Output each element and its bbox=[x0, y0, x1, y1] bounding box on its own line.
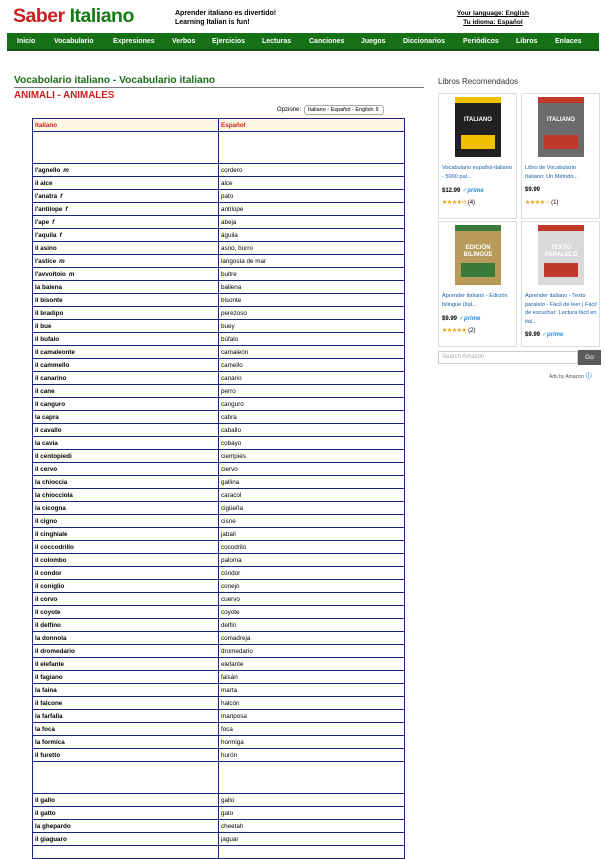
table-row bbox=[33, 476, 405, 489]
review-count: (4) bbox=[467, 200, 476, 206]
italian-cell bbox=[33, 294, 219, 307]
italian-cell bbox=[33, 807, 219, 820]
spacer-cell bbox=[33, 132, 219, 164]
italian-word: la chiocciola bbox=[35, 491, 73, 499]
spanish-cell: canario bbox=[219, 372, 405, 385]
italian-word: il alce bbox=[35, 179, 53, 187]
table-row bbox=[33, 216, 405, 229]
prime-badge: ✓prime bbox=[462, 188, 484, 194]
site-header bbox=[0, 0, 605, 33]
spanish-cell: jabalí bbox=[219, 528, 405, 541]
gender-marker: m bbox=[68, 270, 75, 278]
table-row bbox=[33, 346, 405, 359]
italian-cell bbox=[33, 794, 219, 807]
table-row bbox=[33, 541, 405, 554]
table-row bbox=[33, 502, 405, 515]
table-row bbox=[33, 580, 405, 593]
italian-cell bbox=[33, 658, 219, 671]
spanish-cell: gallina bbox=[219, 476, 405, 489]
italian-cell bbox=[33, 411, 219, 424]
table-row bbox=[33, 424, 405, 437]
italian-word: la farfalla bbox=[35, 712, 63, 720]
table-row bbox=[33, 645, 405, 658]
table-spacer-row bbox=[33, 132, 405, 164]
italian-cell bbox=[33, 606, 219, 619]
table-body bbox=[33, 132, 405, 859]
table-row bbox=[33, 437, 405, 450]
book-title-link[interactable]: Aprender italiano - Edición bilingüe (Ital... bbox=[442, 293, 508, 308]
table-row bbox=[33, 294, 405, 307]
spanish-cell: dromedario bbox=[219, 645, 405, 658]
star-rating-icon: ★★★★½ bbox=[442, 200, 467, 206]
spanish-cell: ciempiés bbox=[219, 450, 405, 463]
italian-cell bbox=[33, 359, 219, 372]
italian-word: il cervo bbox=[35, 465, 58, 473]
spanish-cell: comadreja bbox=[219, 632, 405, 645]
spanish-cell: coyote bbox=[219, 606, 405, 619]
italian-cell bbox=[33, 820, 219, 833]
italian-cell bbox=[33, 333, 219, 346]
italian-word: il falcone bbox=[35, 699, 63, 707]
spanish-cell: hormiga bbox=[219, 736, 405, 749]
nav-item-diccionarios[interactable]: Diccionarios bbox=[403, 38, 446, 45]
book-rating[interactable] bbox=[442, 199, 475, 206]
italian-cell bbox=[33, 307, 219, 320]
italian-cell bbox=[33, 710, 219, 723]
italian-word: il fagiano bbox=[35, 673, 63, 681]
spanish-cell: cuervo bbox=[219, 593, 405, 606]
italian-cell bbox=[33, 528, 219, 541]
italian-word: l'avvoltoio bbox=[35, 270, 66, 278]
table-row bbox=[33, 554, 405, 567]
nav-item-inicio[interactable]: Inicio bbox=[17, 38, 36, 45]
italian-cell bbox=[33, 671, 219, 684]
spanish-cell: delfín bbox=[219, 619, 405, 632]
italian-word: la cicogna bbox=[35, 504, 66, 512]
italian-word: il cigno bbox=[35, 517, 58, 525]
table-row bbox=[33, 820, 405, 833]
table-row bbox=[33, 593, 405, 606]
italian-word: il gatto bbox=[35, 809, 56, 817]
spanish-cell: mariposa bbox=[219, 710, 405, 723]
spacer-cell bbox=[219, 762, 405, 794]
table-row bbox=[33, 632, 405, 645]
table-row bbox=[33, 833, 405, 846]
italian-word: il bradipo bbox=[35, 309, 64, 317]
star-rating-icon: ★★★★☆ bbox=[525, 200, 550, 206]
italian-word: la donnola bbox=[35, 634, 67, 642]
italian-word: la cavia bbox=[35, 439, 58, 447]
italian-word: il centopiedi bbox=[35, 452, 72, 460]
spacer-cell bbox=[33, 762, 219, 794]
book-rating[interactable] bbox=[525, 199, 558, 206]
gender-marker: f bbox=[60, 192, 63, 200]
italian-cell bbox=[33, 645, 219, 658]
italian-cell bbox=[33, 684, 219, 697]
prime-badge: ✓prime bbox=[542, 332, 564, 338]
spanish-cell: caracol bbox=[219, 489, 405, 502]
spanish-cell: gallo bbox=[219, 794, 405, 807]
italian-word: il coccodrillo bbox=[35, 543, 74, 551]
book-cover-image[interactable] bbox=[455, 97, 501, 157]
table-row bbox=[33, 203, 405, 216]
empty-cell bbox=[219, 846, 405, 859]
spanish-cell: alce bbox=[219, 177, 405, 190]
italian-word: il canarino bbox=[35, 374, 67, 382]
nav-item-canciones[interactable]: Canciones bbox=[309, 38, 345, 45]
spanish-cell: perezoso bbox=[219, 307, 405, 320]
spanish-cell: gato bbox=[219, 807, 405, 820]
italian-cell bbox=[33, 723, 219, 736]
book-title-link[interactable]: Vocabulario español-italiano - 5000 pal... bbox=[442, 165, 512, 180]
table-row bbox=[33, 372, 405, 385]
italian-cell bbox=[33, 749, 219, 762]
italian-cell bbox=[33, 580, 219, 593]
table-row bbox=[33, 684, 405, 697]
column-header-italian: Italiano bbox=[33, 119, 219, 132]
italian-cell bbox=[33, 736, 219, 749]
book-card[interactable] bbox=[521, 93, 600, 219]
book-cover-title: ITALIANO bbox=[547, 117, 575, 123]
table-header-row bbox=[33, 119, 405, 132]
ad-info-icon: ⓘ bbox=[585, 374, 592, 380]
italian-cell bbox=[33, 424, 219, 437]
italian-word: il elefante bbox=[35, 660, 65, 668]
table-row bbox=[33, 489, 405, 502]
language-link-english[interactable]: Your language: English bbox=[456, 10, 529, 17]
italian-cell bbox=[33, 398, 219, 411]
book-cover-image[interactable] bbox=[538, 225, 584, 285]
italian-word: la foca bbox=[35, 725, 55, 733]
review-count: (2) bbox=[468, 328, 476, 334]
table-row bbox=[33, 242, 405, 255]
table-row bbox=[33, 268, 405, 281]
empty-cell bbox=[33, 846, 219, 859]
italian-cell bbox=[33, 164, 219, 177]
table-row bbox=[33, 398, 405, 411]
spanish-cell: faisán bbox=[219, 671, 405, 684]
table-row bbox=[33, 528, 405, 541]
italian-word: il giaguaro bbox=[35, 835, 67, 843]
tagline-en: Learning Italian is fun! bbox=[175, 18, 250, 26]
table-row bbox=[33, 333, 405, 346]
italian-word: il canguro bbox=[35, 400, 66, 408]
italian-word: il coyote bbox=[35, 608, 61, 616]
table-row bbox=[33, 385, 405, 398]
table-row bbox=[33, 320, 405, 333]
spanish-cell: antílope bbox=[219, 203, 405, 216]
italian-word: la ghepardo bbox=[35, 822, 71, 830]
table-row bbox=[33, 190, 405, 203]
table-spacer-row bbox=[33, 762, 405, 794]
italian-word: il coniglio bbox=[35, 582, 65, 590]
table-row bbox=[33, 749, 405, 762]
site-logo[interactable]: Saber Italiano bbox=[13, 5, 134, 27]
book-cover-title: EDICIÓN BILINGÜE bbox=[463, 245, 493, 258]
italian-word: il bue bbox=[35, 322, 52, 330]
vocabulary-table bbox=[32, 118, 405, 859]
italian-word: la faina bbox=[35, 686, 57, 694]
italian-word: il colombo bbox=[35, 556, 67, 564]
italian-cell bbox=[33, 216, 219, 229]
options-row bbox=[277, 105, 384, 115]
book-price: $9.99 ✓prime bbox=[442, 316, 481, 322]
italian-word: il delfino bbox=[35, 621, 61, 629]
italian-word: il corvo bbox=[35, 595, 58, 603]
book-price: $9.99 ✓prime bbox=[525, 332, 564, 338]
table-row bbox=[33, 846, 405, 859]
nav-item-enlaces[interactable]: Enlaces bbox=[555, 38, 582, 45]
italian-cell bbox=[33, 437, 219, 450]
italian-cell bbox=[33, 476, 219, 489]
review-count: (1) bbox=[551, 200, 559, 206]
language-link-espanol[interactable]: Tu idioma: Español bbox=[463, 19, 523, 26]
nav-item-juegos[interactable]: Juegos bbox=[361, 38, 386, 45]
select-arrows-icon: ⇕ bbox=[374, 107, 380, 113]
italian-word: il dromedario bbox=[35, 647, 75, 655]
italian-word: l'astice bbox=[35, 257, 57, 265]
italian-cell bbox=[33, 593, 219, 606]
italian-word: la chioccia bbox=[35, 478, 68, 486]
italian-cell bbox=[33, 619, 219, 632]
spanish-cell: jaguar bbox=[219, 833, 405, 846]
table-row bbox=[33, 359, 405, 372]
table-row bbox=[33, 229, 405, 242]
spanish-cell: caballo bbox=[219, 424, 405, 437]
tagline bbox=[175, 10, 276, 27]
book-card[interactable] bbox=[438, 221, 517, 347]
book-price: $12.99 ✓prime bbox=[442, 188, 484, 194]
table-row bbox=[33, 658, 405, 671]
spanish-cell: cisne bbox=[219, 515, 405, 528]
spacer-cell bbox=[219, 132, 405, 164]
gender-marker: m bbox=[63, 166, 69, 174]
book-cover-title: ITALIANO bbox=[464, 117, 492, 123]
italian-cell bbox=[33, 632, 219, 645]
ads-by-amazon: Ads by Amazon ⓘ bbox=[549, 374, 592, 380]
book-price: $9.99 bbox=[525, 187, 541, 193]
italian-word: il furetto bbox=[35, 751, 61, 759]
spanish-cell: cigüeña bbox=[219, 502, 405, 515]
italian-word: il cammello bbox=[35, 361, 70, 369]
spanish-cell: marta bbox=[219, 684, 405, 697]
table-row bbox=[33, 710, 405, 723]
spanish-cell: cocodrilo bbox=[219, 541, 405, 554]
spanish-cell: elefante bbox=[219, 658, 405, 671]
spanish-cell: foca bbox=[219, 723, 405, 736]
italian-cell bbox=[33, 833, 219, 846]
star-rating-icon: ★★★★★ bbox=[442, 328, 467, 334]
italian-cell bbox=[33, 697, 219, 710]
italian-word: il camaleonte bbox=[35, 348, 75, 356]
spanish-cell: camaleón bbox=[219, 346, 405, 359]
table-row bbox=[33, 177, 405, 190]
italian-cell bbox=[33, 541, 219, 554]
italian-word: l'antilope bbox=[35, 205, 63, 213]
spanish-cell: buitre bbox=[219, 268, 405, 281]
amazon-go-button[interactable]: Go bbox=[578, 350, 601, 365]
italian-cell bbox=[33, 242, 219, 255]
italian-cell bbox=[33, 385, 219, 398]
book-card[interactable] bbox=[521, 221, 600, 347]
italian-cell bbox=[33, 320, 219, 333]
table-row bbox=[33, 463, 405, 476]
italian-cell bbox=[33, 567, 219, 580]
italian-word: il condor bbox=[35, 569, 62, 577]
italian-word: la capra bbox=[35, 413, 59, 421]
italian-word: l'agnello bbox=[35, 166, 61, 174]
italian-word: il asino bbox=[35, 244, 57, 252]
book-card[interactable] bbox=[438, 93, 517, 219]
nav-item-periodicos[interactable]: Periódicos bbox=[463, 38, 499, 45]
italian-cell bbox=[33, 255, 219, 268]
italian-cell bbox=[33, 489, 219, 502]
nav-item-libros[interactable]: Libros bbox=[516, 38, 538, 45]
italian-cell bbox=[33, 450, 219, 463]
table-row bbox=[33, 281, 405, 294]
book-title-link[interactable]: Libro de Vocabulario Italiano: Un Método... bbox=[525, 165, 579, 180]
spanish-cell: hurón bbox=[219, 749, 405, 762]
spanish-cell: perro bbox=[219, 385, 405, 398]
amazon-search-input[interactable]: Search Amazon bbox=[438, 351, 578, 364]
options-select-value: Italiano - Español - English bbox=[308, 107, 374, 113]
table-row bbox=[33, 307, 405, 320]
spanish-cell: halcón bbox=[219, 697, 405, 710]
spanish-cell: abeja bbox=[219, 216, 405, 229]
italian-word: il gallo bbox=[35, 796, 55, 804]
italian-cell bbox=[33, 190, 219, 203]
options-select[interactable] bbox=[304, 105, 384, 115]
nav-item-lecturas[interactable]: Lecturas bbox=[262, 38, 292, 45]
italian-cell bbox=[33, 515, 219, 528]
book-cover-title: TEXTO PARALELO bbox=[544, 245, 578, 258]
table-row bbox=[33, 697, 405, 710]
main-nav bbox=[7, 33, 599, 51]
italian-word: il cavallo bbox=[35, 426, 62, 434]
italian-word: l'aquila bbox=[35, 231, 57, 239]
table-row bbox=[33, 807, 405, 820]
italian-word: l'ape bbox=[35, 218, 50, 226]
book-title-link[interactable]: Aprender italiano - Texto paralelo - Fácil de leer | Fácil de escuchar: Lectura fácil en ital... bbox=[525, 293, 597, 325]
table-row bbox=[33, 450, 405, 463]
spanish-cell: cobayo bbox=[219, 437, 405, 450]
spanish-cell: cheetah bbox=[219, 820, 405, 833]
table-row bbox=[33, 619, 405, 632]
book-rating[interactable] bbox=[442, 327, 475, 334]
page-subtitle: ANIMALI - ANIMALES bbox=[14, 90, 115, 101]
gender-marker: f bbox=[52, 218, 55, 226]
spanish-cell: paloma bbox=[219, 554, 405, 567]
spanish-cell: langosta de mar bbox=[219, 255, 405, 268]
nav-item-verbos[interactable]: Verbos bbox=[172, 38, 196, 45]
spanish-cell: ciervo bbox=[219, 463, 405, 476]
italian-word: l'anatra bbox=[35, 192, 58, 200]
spanish-cell: pato bbox=[219, 190, 405, 203]
gender-marker: f bbox=[59, 231, 62, 239]
nav-item-vocabulario[interactable]: Vocabulario bbox=[54, 38, 94, 45]
tagline-es: Aprender italiano es divertido! bbox=[175, 10, 277, 17]
italian-word: il cinghiale bbox=[35, 530, 68, 538]
italian-word: il cane bbox=[35, 387, 55, 395]
table-row bbox=[33, 606, 405, 619]
italian-cell bbox=[33, 502, 219, 515]
table-row bbox=[33, 515, 405, 528]
book-cover-image[interactable] bbox=[538, 97, 584, 157]
table-row bbox=[33, 164, 405, 177]
nav-item-ejercicios[interactable]: Ejercicios bbox=[212, 38, 246, 45]
table-row bbox=[33, 567, 405, 580]
spanish-cell: camello bbox=[219, 359, 405, 372]
spanish-cell: cóndor bbox=[219, 567, 405, 580]
spanish-cell: buey bbox=[219, 320, 405, 333]
italian-word: il bufalo bbox=[35, 335, 60, 343]
language-links bbox=[457, 9, 529, 27]
spanish-cell: águila bbox=[219, 229, 405, 242]
options-label: Opzione: bbox=[277, 107, 302, 113]
italian-cell bbox=[33, 203, 219, 216]
italian-word: la formica bbox=[35, 738, 65, 746]
table-row bbox=[33, 736, 405, 749]
book-cover-image[interactable] bbox=[455, 225, 501, 285]
spanish-cell: ballena bbox=[219, 281, 405, 294]
italian-cell bbox=[33, 281, 219, 294]
spanish-cell: asno, burro bbox=[219, 242, 405, 255]
gender-marker: m bbox=[59, 257, 65, 265]
italian-word: la balena bbox=[35, 283, 62, 291]
page-title: Vocabolario italiano - Vocabulario italiano bbox=[14, 75, 424, 88]
italian-cell bbox=[33, 229, 219, 242]
italian-cell bbox=[33, 177, 219, 190]
spanish-cell: canguro bbox=[219, 398, 405, 411]
italian-word: il bisonte bbox=[35, 296, 63, 304]
books-section-title: Libros Recomendados bbox=[438, 77, 519, 86]
spanish-cell: búfalo bbox=[219, 333, 405, 346]
spanish-cell: conejo bbox=[219, 580, 405, 593]
nav-item-expresiones[interactable]: Expresiones bbox=[113, 38, 155, 45]
table-row bbox=[33, 671, 405, 684]
gender-marker: f bbox=[65, 205, 68, 213]
table-row bbox=[33, 794, 405, 807]
table-row bbox=[33, 411, 405, 424]
spanish-cell: cordero bbox=[219, 164, 405, 177]
table-row bbox=[33, 255, 405, 268]
italian-cell bbox=[33, 463, 219, 476]
prime-badge: ✓prime bbox=[459, 316, 481, 322]
italian-cell bbox=[33, 372, 219, 385]
spanish-cell: cabra bbox=[219, 411, 405, 424]
table-row bbox=[33, 723, 405, 736]
italian-cell bbox=[33, 268, 219, 281]
column-header-spanish: Español bbox=[219, 119, 405, 132]
italian-cell bbox=[33, 346, 219, 359]
spanish-cell: bisonte bbox=[219, 294, 405, 307]
italian-cell bbox=[33, 554, 219, 567]
